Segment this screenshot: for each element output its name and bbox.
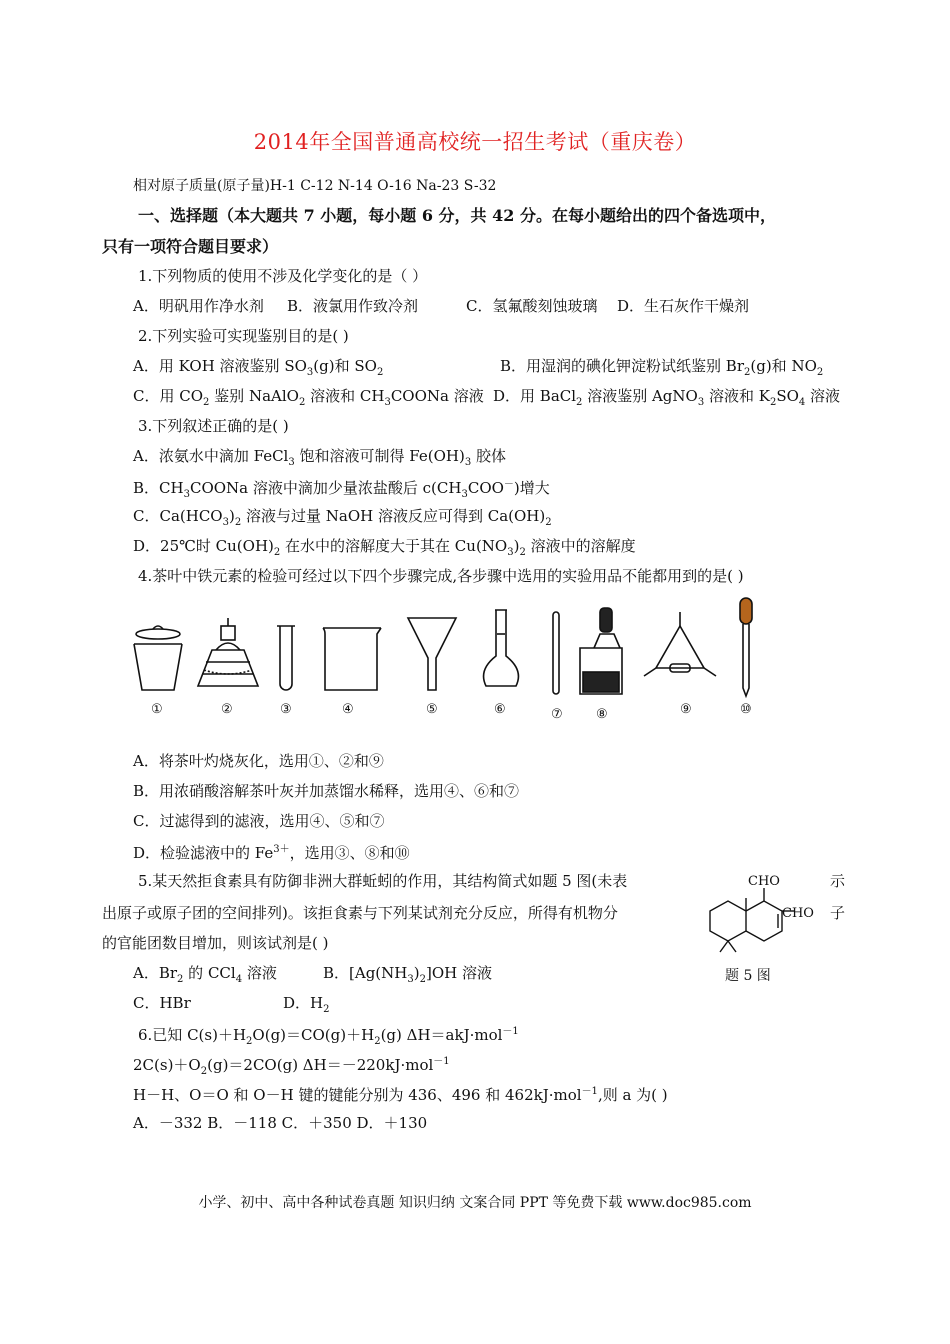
dropper-icon [740, 598, 752, 696]
test-tube-icon [277, 626, 295, 690]
funnel-icon [408, 618, 456, 690]
q1-option-d: D．生石灰作干燥剂 [617, 297, 750, 315]
q6-line3: H－H、O＝O 和 O－H 键的键能分别为 436、496 和 462kJ·mol$^{-1}$,则 a 为( ) [133, 1086, 668, 1104]
atomic-masses: 相对原子质量(原子量)H-1 C-12 N-14 O-16 Na-23 S-32 [133, 178, 497, 194]
q5-line1-tail: 示 [830, 872, 846, 890]
q5-option-c: C．HBr [133, 994, 191, 1012]
q1-option-b: B．液氯用作致冷剂 [287, 297, 419, 315]
beaker-icon [323, 628, 381, 690]
apparatus-label-6: ⑥ [494, 702, 506, 717]
q5-line2-tail: 子 [830, 904, 846, 922]
q3-option-b: B．$CH_3COONa$ 溶液中滴加少量浓盐酸后 $c(CH_3COO^-)$增大 [133, 479, 550, 500]
cho-label-top: CHO [748, 874, 780, 889]
filter-stand-icon [198, 618, 258, 686]
q6-line1: 6.已知 $C(s)+H_2O(g)=CO(g)+H_2(g)$ ΔH＝akJ·mol$^{-1}$ [138, 1026, 519, 1047]
volumetric-flask-icon [484, 610, 519, 686]
q6-options: A．－332 B．－118 C．＋350 D．＋130 [133, 1114, 428, 1132]
section-heading-line1: 一、选择题（本大题共 7 小题，每小题 6 分，共 42 分。在每小题给出的四个备选项中， [138, 206, 776, 225]
crucible-icon [134, 626, 182, 690]
q2-option-b: B．用湿润的碘化钾淀粉试纸鉴别 $Br_2(g)$和 $NO_2$ [500, 357, 824, 378]
q5-figure-caption: 题 5 图 [725, 968, 771, 984]
q3-option-a: A．浓氨水中滴加 FeCl$_3$ 饱和溶液可制得 $Fe(OH)_3$ 胶体 [133, 447, 506, 468]
apparatus-label-10: ⑩ [740, 702, 752, 717]
q2-option-d: D．用 BaCl$_2$ 溶液鉴别 AgNO$_3$ 溶液和 $K_2SO_4$ 溶液 [493, 387, 841, 408]
q5-line2: 出原子或原子团的空间排列)。该拒食素与下列某试剂充分反应，所得有机物分 [102, 904, 618, 922]
q4-stem: 4.茶叶中铁元素的检验可经过以下四个步骤完成,各步骤中选用的实验用品不能都用到的是( ) [138, 567, 744, 585]
apparatus-label-1: ① [151, 702, 163, 717]
glass-rod-icon [553, 612, 559, 694]
q5-option-b: B．$[Ag(NH_3)_2]OH$ 溶液 [323, 964, 492, 985]
q5-line3: 的官能团数目增加，则该试剂是( ) [102, 934, 329, 952]
apparatus-label-9: ⑨ [680, 702, 692, 717]
apparatus-label-3: ③ [280, 702, 292, 717]
q2-stem: 2.下列实验可实现鉴别目的是( ) [138, 327, 349, 345]
lab-apparatus-figure [120, 588, 800, 728]
apparatus-label-7: ⑦ [551, 707, 563, 722]
q6-line2: $2C(s)+O_2(g)=2CO(g)$ ΔH＝－220kJ·mol$^{-1}$ [133, 1056, 450, 1077]
apparatus-label-4: ④ [342, 702, 354, 717]
q5-structure-figure [690, 868, 830, 990]
q5-line1: 5.某天然拒食素具有防御非洲大群蚯蚓的作用，其结构简式如题 5 图(未表 [138, 872, 628, 890]
q1-option-c: C．氢氟酸刻蚀玻璃 [466, 297, 598, 315]
apparatus-label-2: ② [221, 702, 233, 717]
q1-option-a: A．明矾用作净水剂 [133, 297, 264, 315]
clay-triangle-icon [644, 612, 716, 676]
q3-option-d: D．25℃时 $Cu(OH)_2$ 在水中的溶解度大于其在 $Cu(NO_3)_2$ 溶液中的溶解度 [133, 537, 636, 558]
section-heading-line2: 只有一项符合题目要求） [102, 237, 279, 256]
cho-label-right: CHO [782, 906, 814, 921]
q4-option-a: A．将茶叶灼烧灰化，选用①、②和⑨ [133, 752, 384, 770]
q2-option-a: A．用 KOH 溶液鉴别 $SO_3(g)$和 $SO_2$ [133, 357, 384, 378]
apparatus-label-5: ⑤ [426, 702, 438, 717]
q4-option-b: B．用浓硝酸溶解茶叶灰并加蒸馏水稀释，选用④、⑥和⑦ [133, 782, 520, 800]
q3-option-c: C．$Ca(HCO_3)_2$ 溶液与过量 NaOH 溶液反应可得到 $Ca(OH)_2$ [133, 507, 552, 528]
q4-option-c: C．过滤得到的滤液，选用④、⑤和⑦ [133, 812, 385, 830]
q4-option-d: D．检验滤液中的 $Fe^{3+}$，选用③、⑧和⑩ [133, 844, 410, 862]
apparatus-label-8: ⑧ [596, 707, 608, 722]
page-title: 2014年全国普通高校统一招生考试（重庆卷） [253, 130, 697, 154]
q5-option-d: D．$H_2$ [283, 994, 330, 1015]
q1-stem: 1.下列物质的使用不涉及化学变化的是（ ） [138, 267, 428, 285]
q2-option-c: C．用 $CO_2$ 鉴别 NaAlO$_2$ 溶液和 $CH_3COONa$ 溶液 [133, 387, 484, 408]
q5-option-a: A．$Br_2$ 的 CCl$_4$ 溶液 [133, 964, 277, 985]
dropper-bottle-icon [580, 608, 622, 694]
footer: 小学、初中、高中各种试卷真题 知识归纳 文案合同 PPT 等免费下载 www.doc985.com [198, 1195, 752, 1211]
q3-stem: 3.下列叙述正确的是( ) [138, 417, 289, 435]
